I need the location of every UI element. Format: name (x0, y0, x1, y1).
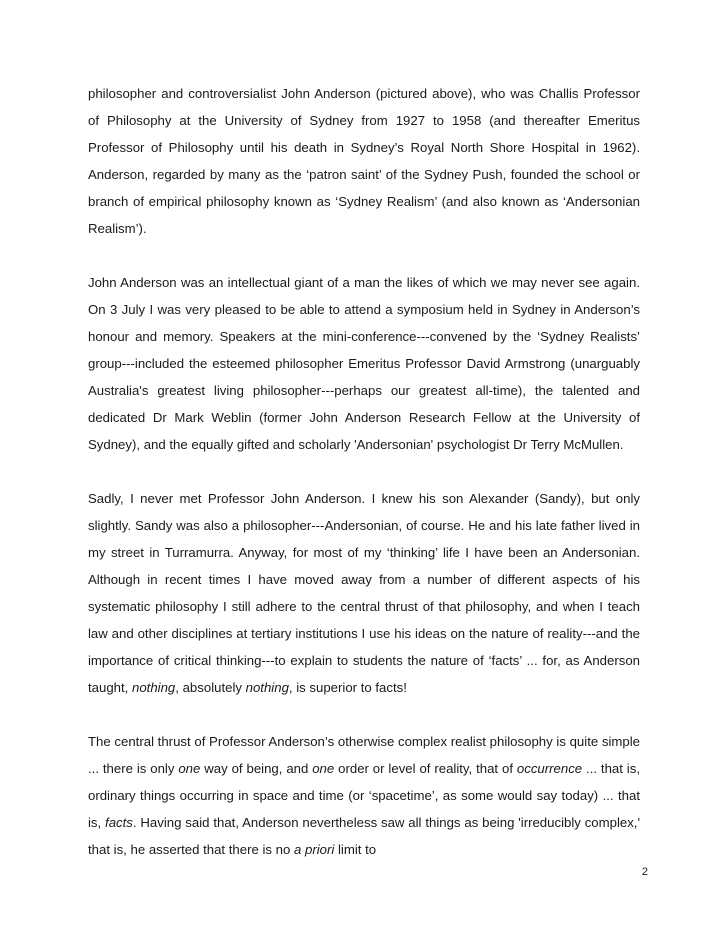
emphasis-text: occurrence (516, 761, 583, 776)
emphasis-text: nothing (245, 680, 289, 695)
body-text (88, 80, 640, 863)
text-run: limit to (334, 842, 377, 857)
text-run: order or level of reality, that of (334, 761, 517, 776)
text-run: , absolutely (175, 680, 246, 695)
text-run: Sadly, I never met Professor John Anderson. I knew his son Alexander (Sandy), but only slightly. Sandy was also a philosopher---Andersonian, of course. He and his late father lived in my street in Turramurra. Anyway, for most of my ‘thinking’ life I have been an Andersonian. Although in recent times I have moved away from a number of different aspects of his systematic philosophy I still adhere to the central thrust of that philosophy, and when I teach law and other disciplines at tertiary institutions I use his ideas on the nature of reality---and the importance of critical thinking---to explain to students the nature of ‘facts’ ... for, as Anderson taught, (88, 491, 640, 695)
emphasis-text: a priori (294, 842, 335, 857)
emphasis-text: one (178, 761, 201, 776)
text-run: John Anderson was an intellectual giant of a man the likes of which we may never see again. On 3 July I was very pleased to be able to attend a symposium held in Sydney in Anderson’s honour and memory. Speakers at the mini-conference---convened by the ‘Sydney Realists’ group---included the esteemed philosopher Emeritus Professor David Armstrong (unarguably Australia's greatest living philosopher---perhaps our greatest all-time), the talented and dedicated Dr Mark Weblin (former John Anderson Research Fellow at the University of Sydney), and the equally gifted and scholarly 'Andersonian' psychologist Dr Terry McMullen. (88, 275, 640, 452)
emphasis-text: one (312, 761, 335, 776)
paragraph-2 (88, 269, 640, 458)
text-run: way of being, and (200, 761, 313, 776)
text-run: , is superior to facts! (288, 680, 407, 695)
text-run: philosopher and controversialist John Anderson (pictured above), who was Challis Professor of Philosophy at the University of Sydney from 1927 to 1958 (and thereafter Emeritus Professor of Philosophy until his death in Sydney’s Royal North Shore Hospital in 1962). Anderson, regarded by many as the ‘patron saint’ of the Sydney Push, founded the school or branch of empirical philosophy known as ‘Sydney Realism’ (and also known as ‘Andersonian Realism’). (88, 86, 640, 236)
text-run: ... that is, ordinary things occurring in space and time (or ‘spacetime’, as some would say today) ... that is, (88, 761, 640, 830)
page-number: 2 (641, 866, 648, 878)
text-run: . Having said that, Anderson nevertheless saw all things as being 'irreducibly complex,' that is, he asserted that there is no (88, 815, 640, 857)
paragraph-3 (88, 485, 640, 701)
emphasis-text: facts (105, 815, 133, 830)
paragraph-1 (88, 80, 640, 242)
emphasis-text: nothing (132, 680, 176, 695)
paragraph-4 (88, 728, 640, 863)
text-run: The central thrust of Professor Anderson’s otherwise complex realist philosophy is quite simple ... there is only (88, 734, 640, 776)
